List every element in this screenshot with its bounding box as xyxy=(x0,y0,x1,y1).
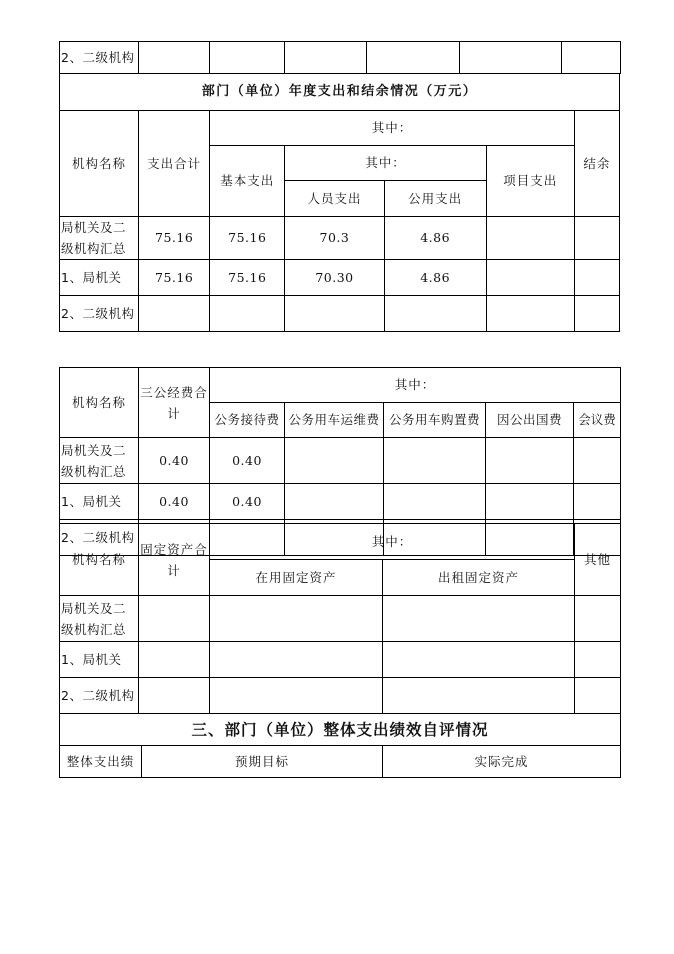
header-org-name: 机构名称 xyxy=(60,524,139,596)
cell-basic: 75.16 xyxy=(210,260,285,296)
cell-basic: 75.16 xyxy=(210,217,285,260)
cell-total: 75.16 xyxy=(139,217,210,260)
empty-cell xyxy=(575,642,621,678)
header-three-public-total: 三公经费合计 xyxy=(139,368,210,438)
empty-cell xyxy=(285,296,384,332)
empty-cell xyxy=(367,42,460,74)
empty-cell xyxy=(486,484,574,520)
empty-cell xyxy=(574,484,621,520)
header-reception-fee: 公务接待费 xyxy=(210,403,285,438)
empty-cell xyxy=(384,484,486,520)
empty-cell xyxy=(139,42,210,74)
header-balance: 结余 xyxy=(574,111,619,217)
empty-cell xyxy=(210,42,285,74)
row-label-secondary-org: 2、二级机构 xyxy=(60,42,139,74)
row-label-bureau: 1、局机关 xyxy=(60,642,139,678)
header-of-which: 其中： xyxy=(210,368,621,403)
empty-cell xyxy=(210,642,383,678)
empty-cell xyxy=(460,42,562,74)
empty-cell xyxy=(384,296,486,332)
row-label-secondary-org: 2、二级机构 xyxy=(60,520,139,556)
empty-cell xyxy=(574,217,619,260)
row-label-secondary-org: 2、二级机构 xyxy=(60,296,139,332)
header-overall-performance: 整体支出绩 xyxy=(60,746,142,778)
empty-cell xyxy=(574,260,619,296)
header-of-which: 其中： xyxy=(210,524,575,560)
header-abroad-fee: 因公出国费 xyxy=(486,403,574,438)
table-top-continuation xyxy=(59,41,621,74)
row-label-bureau: 1、局机关 xyxy=(60,484,139,520)
empty-cell xyxy=(139,296,210,332)
header-meeting-fee: 会议费 xyxy=(574,403,621,438)
header-fixed-assets-total: 固定资产合计 xyxy=(139,524,210,596)
cell-three-public-total: 0.40 xyxy=(139,484,210,520)
cell-reception-fee: 0.40 xyxy=(210,484,285,520)
cell-staff: 70.3 xyxy=(285,217,384,260)
empty-cell xyxy=(383,678,575,714)
header-staff-expenditure: 人员支出 xyxy=(285,181,384,217)
empty-cell xyxy=(285,484,384,520)
empty-cell xyxy=(575,678,621,714)
header-in-use-assets: 在用固定资产 xyxy=(210,560,383,596)
empty-cell xyxy=(383,642,575,678)
empty-cell xyxy=(210,296,285,332)
header-expected-target: 预期目标 xyxy=(142,746,383,778)
empty-cell xyxy=(486,438,574,484)
header-of-which-sub: 其中： xyxy=(285,146,486,181)
cell-three-public-total: 0.40 xyxy=(139,438,210,484)
header-public-expenditure: 公用支出 xyxy=(384,181,486,217)
cell-public: 4.86 xyxy=(384,260,486,296)
header-car-purchase-fee: 公务用车购置费 xyxy=(384,403,486,438)
empty-cell xyxy=(384,438,486,484)
empty-cell xyxy=(574,438,621,484)
table-performance-evaluation xyxy=(59,713,621,778)
header-other: 其他 xyxy=(575,524,621,596)
empty-cell xyxy=(575,596,621,642)
header-project-expenditure: 项目支出 xyxy=(486,146,574,217)
header-total-expenditure: 支出合计 xyxy=(139,111,210,217)
empty-cell xyxy=(562,42,621,74)
empty-cell xyxy=(210,596,383,642)
empty-cell xyxy=(383,596,575,642)
empty-cell xyxy=(486,260,574,296)
header-org-name: 机构名称 xyxy=(60,111,139,217)
empty-cell xyxy=(574,296,619,332)
row-label-summary: 局机关及二级机构汇总 xyxy=(60,217,139,260)
empty-cell xyxy=(210,678,383,714)
header-rented-assets: 出租固定资产 xyxy=(383,560,575,596)
header-basic-expenditure: 基本支出 xyxy=(210,146,285,217)
empty-cell xyxy=(139,642,210,678)
empty-cell xyxy=(285,438,384,484)
header-of-which: 其中： xyxy=(210,111,575,146)
row-label-summary: 局机关及二级机构汇总 xyxy=(60,596,139,642)
empty-cell xyxy=(139,596,210,642)
cell-reception-fee: 0.40 xyxy=(210,438,285,484)
cell-staff: 70.30 xyxy=(285,260,384,296)
row-label-secondary-org: 2、二级机构 xyxy=(60,678,139,714)
cell-public: 4.86 xyxy=(384,217,486,260)
row-label-bureau: 1、局机关 xyxy=(60,260,139,296)
empty-cell xyxy=(139,678,210,714)
empty-cell xyxy=(285,42,367,74)
section-title-performance: 三、部门（单位）整体支出绩效自评情况 xyxy=(60,714,621,746)
cell-total: 75.16 xyxy=(139,260,210,296)
empty-cell xyxy=(486,217,574,260)
header-car-operation-fee: 公务用车运维费 xyxy=(285,403,384,438)
expenditure-table-title: 部门（单位）年度支出和结余情况（万元） xyxy=(60,74,620,111)
row-label-summary: 局机关及二级机构汇总 xyxy=(60,438,139,484)
table-expenditure-balance xyxy=(59,73,620,332)
empty-cell xyxy=(486,296,574,332)
table-fixed-assets xyxy=(59,523,621,714)
header-org-name: 机构名称 xyxy=(60,368,139,438)
header-actual-completion: 实际完成 xyxy=(383,746,621,778)
